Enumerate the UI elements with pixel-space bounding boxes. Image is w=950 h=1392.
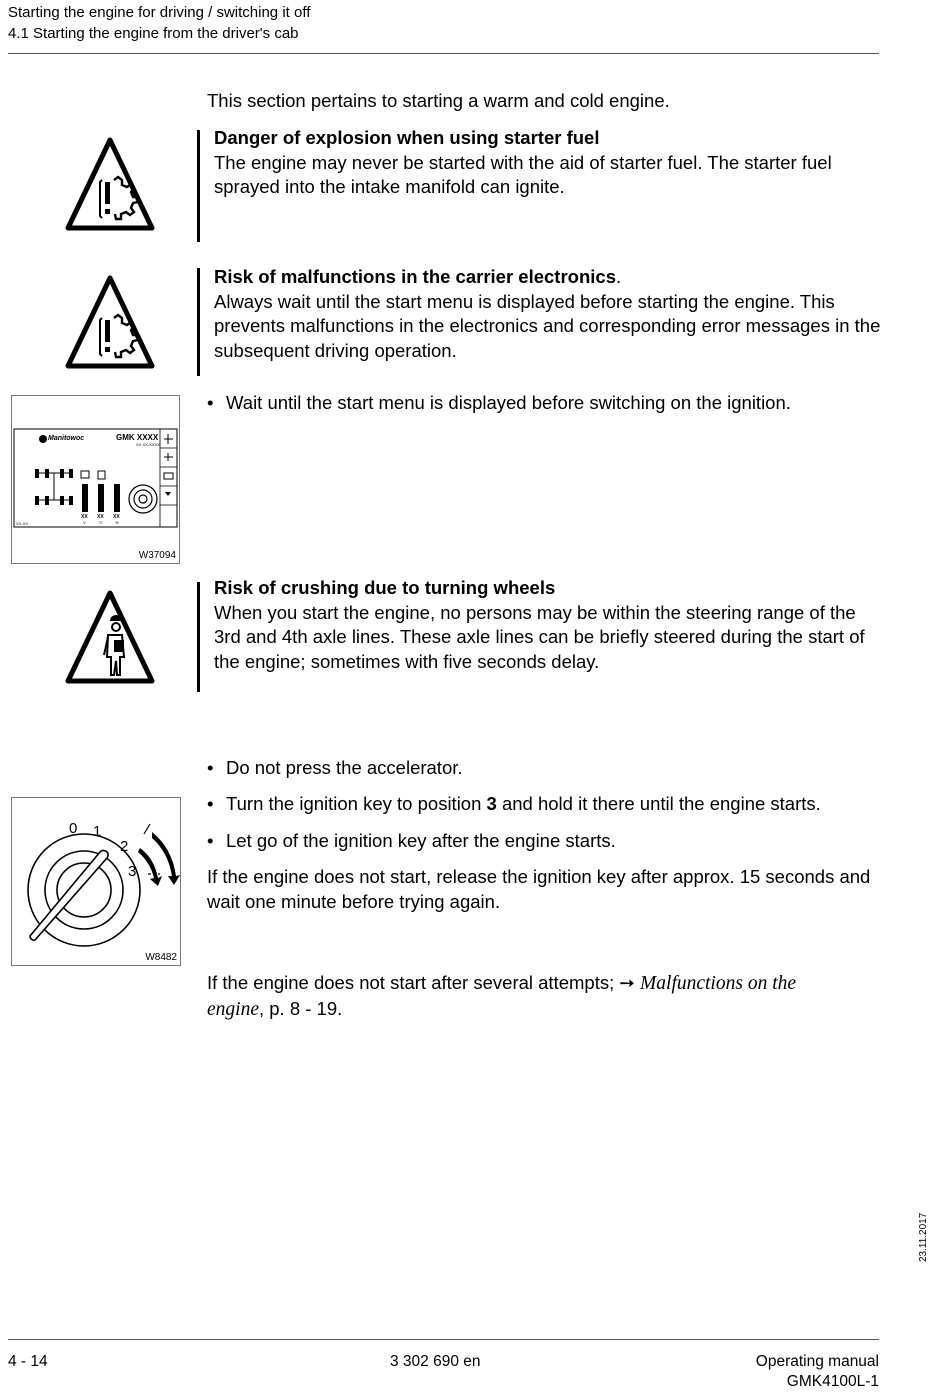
gauge-value: XX: [113, 514, 120, 520]
electronics-warning-icon: [62, 270, 158, 372]
page-number: 4 - 14: [8, 1353, 48, 1370]
revision-date: 23.11.2017: [918, 1212, 929, 1262]
manual-title: Operating manual: [755, 1353, 879, 1370]
gauge-unit: V: [83, 520, 86, 525]
brand-logo: Manitowoc: [48, 435, 85, 442]
bullet-text: Wait until the start menu is displayed before switching on the ignition.: [226, 392, 791, 413]
model-label: GMK XXXX: [116, 433, 159, 442]
manual-model: GMK4100L-1: [786, 1373, 879, 1390]
bullet-key-position: 3: [486, 793, 497, 814]
header-divider: [8, 53, 879, 54]
bullet-turn-key: • Turn the ignition key to position 3 and hold it there until the engine starts.: [207, 793, 821, 814]
reference-link-continued[interactable]: engine: [207, 998, 259, 1020]
warning-title-suffix: .: [615, 266, 622, 287]
ignition-key-figure: [11, 797, 181, 966]
gauge-value: XX: [81, 514, 88, 520]
bullet-text: Let go of the ignition key after the engine starts.: [226, 830, 616, 851]
warning-title: Risk of crushing due to turning wheels: [214, 577, 556, 598]
warning-bar: [197, 582, 200, 692]
figure-label: W37094: [138, 550, 176, 561]
warning-text: Always wait until the start menu is displayed before starting the engine. This prevents malfunctions in the electronics and corresponding error messages in the subsequent driving operation.: [214, 290, 881, 361]
crushing-warning-icon: [62, 585, 158, 687]
corner-label: XX-XX: [16, 521, 29, 526]
model-sublabel: XX XX-XXXX: [136, 442, 160, 447]
gauge-unit: °C: [98, 520, 103, 525]
bullet-text-pre: Turn the ignition key to position: [226, 793, 487, 814]
warning-title: Danger of explosion when using starter fuel: [214, 127, 600, 148]
footer-divider: [8, 1339, 879, 1340]
troubleshooting-reference: [207, 971, 887, 1022]
start-menu-figure: [11, 395, 180, 564]
bullet-wait: • Wait until the start menu is displayed before switching on the ignition.: [207, 392, 791, 413]
intro-text: This section pertains to starting a warm and cold engine.: [207, 90, 670, 111]
header-section: 4.1 Starting the engine from the driver's cab: [8, 25, 299, 42]
bullet-accelerator: • Do not press the accelerator.: [207, 757, 463, 778]
warning-crushing: [214, 576, 884, 674]
position-label: 0: [69, 820, 78, 837]
explosion-warning-icon: [62, 132, 158, 234]
reference-arrow-icon: ➙: [619, 972, 635, 993]
figure-label: W8482: [145, 952, 177, 963]
retry-note: If the engine does not start, release the ignition key after approx. 15 seconds and wait one minute before trying again.: [207, 866, 871, 912]
document-number: 3 302 690 en: [390, 1353, 481, 1370]
bullet-text-post: and hold it there until the engine starts.: [496, 793, 821, 814]
reference-link[interactable]: Malfunctions on the: [640, 973, 797, 994]
position-label: 1: [93, 823, 102, 840]
position-label: 3: [128, 863, 137, 880]
warning-explosion: [214, 126, 884, 200]
warning-electronics: [214, 265, 884, 363]
warning-text: When you start the engine, no persons may be within the steering range of the 3rd and 4th axle lines. These axle lines can be briefly steered during the start of the engine; sometimes with five seconds delay.: [214, 601, 865, 672]
warning-bar: [197, 130, 200, 242]
reference-page: , p. 8 - 19.: [258, 997, 343, 1019]
header-chapter: Starting the engine for driving / switching it off: [8, 4, 311, 21]
bullet-release-key: • Let go of the ignition key after the engine starts.: [207, 830, 616, 851]
bullet-text: Do not press the accelerator.: [226, 757, 463, 778]
warning-text: The engine may never be started with the aid of starter fuel. The starter fuel sprayed into the intake manifold can ignite.: [214, 151, 832, 197]
gauge-value: XX: [97, 514, 104, 520]
warning-title: Risk of malfunctions in the carrier electronics: [214, 266, 616, 287]
start-menu-screen: [12, 396, 179, 563]
reference-text: If the engine does not start after several attempts;: [207, 972, 615, 993]
warning-bar: [197, 268, 200, 376]
gauge-unit: %: [115, 520, 119, 525]
position-label: 2: [120, 838, 129, 855]
